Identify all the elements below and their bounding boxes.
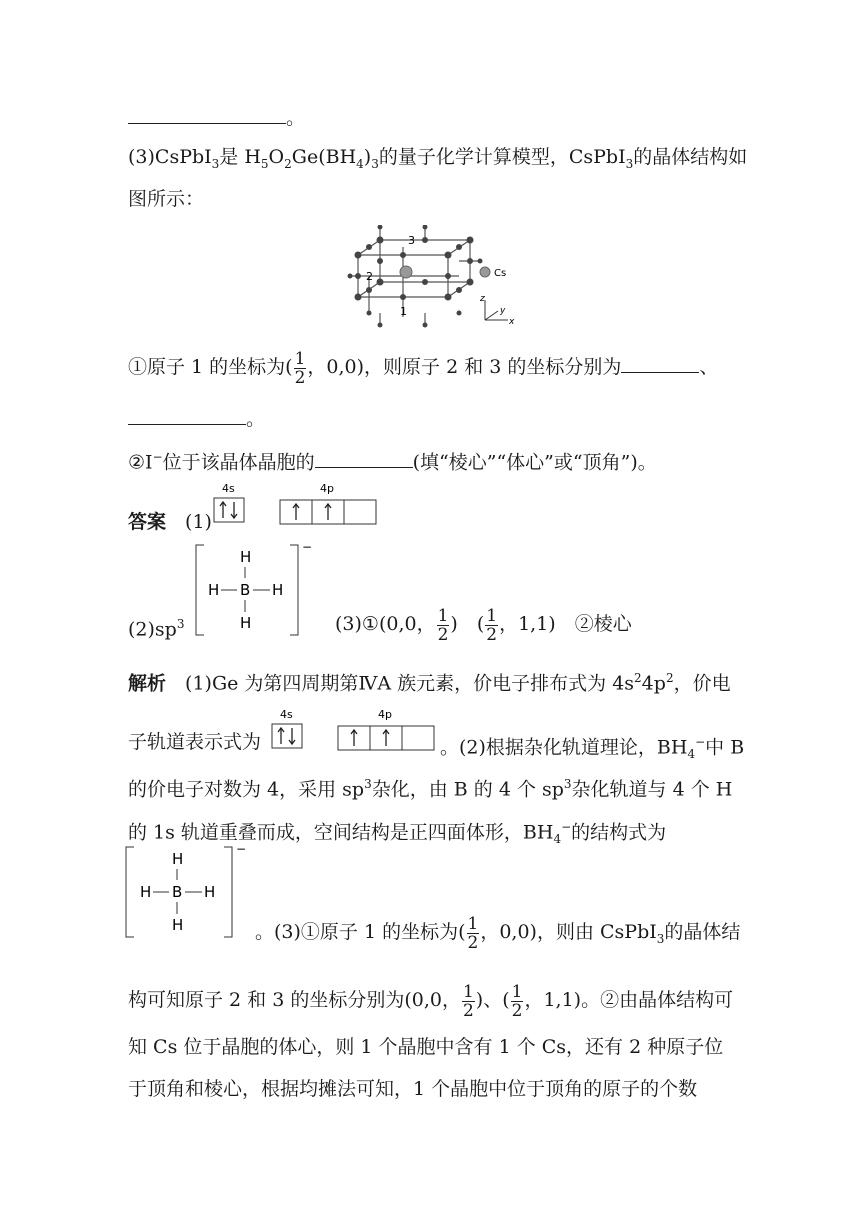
crystal-structure-figure bbox=[340, 225, 530, 330]
sub-question-1-line2: 。 bbox=[128, 404, 265, 433]
analysis-line-6: 构可知原子 2 和 3 的坐标分别为(0,0， $\frac{1}{2}$ )、( $\frac{1}{2}$ ，1,1)。②由晶体结构可 bbox=[128, 981, 734, 1021]
cs-legend-atom bbox=[480, 267, 490, 277]
analysis-line-5: 。(3)①原子 1 的坐标为( $\frac{1}{2}$ ，0,0)，则由 CsPbI$_3$的晶体结 bbox=[255, 913, 741, 953]
bh4-structure-analysis bbox=[120, 842, 255, 942]
svg-text:4p: 4p bbox=[320, 482, 334, 495]
analysis-line-1: 解析 (1)Ge 为第四周期第ⅣA 族元素，价电子排布式为 $4s^24p^2$，价电 bbox=[128, 671, 731, 695]
analysis-line-2b: 。(2)根据杂化轨道理论，$BH_4^-$中 B bbox=[440, 735, 745, 762]
svg-text:H: H bbox=[172, 916, 184, 934]
fraction-half: $\frac{1}{2}$ bbox=[294, 348, 306, 388]
axis-z-label: z bbox=[480, 294, 485, 304]
svg-text:H: H bbox=[240, 548, 252, 566]
svg-text:−: − bbox=[236, 842, 247, 856]
sub-question-2: ②I−位于该晶体晶胞的 (填“棱心”“体心”或“顶角”)。 bbox=[128, 443, 657, 476]
svg-text:H: H bbox=[208, 581, 220, 599]
svg-text:B: B bbox=[240, 581, 251, 599]
answer-blank-atom3[interactable] bbox=[128, 404, 246, 425]
atom-label-3: 3 bbox=[408, 234, 415, 247]
answer-blank-atom2[interactable] bbox=[621, 352, 699, 373]
answer-line-2-coords: (3)①(0,0， $\frac{1}{2}$ ) ( $\frac{1}{2}$ ，1,1) ②棱心 bbox=[335, 605, 632, 645]
svg-text:H: H bbox=[204, 883, 216, 901]
svg-text:H: H bbox=[172, 850, 184, 868]
analysis-line-7: 知 Cs 位于晶胞的体心，则 1 个晶胞中含有 1 个 Cs，还有 2 种原子位 bbox=[128, 1036, 724, 1058]
answer-blank[interactable] bbox=[128, 103, 286, 124]
orbital-diagram-answer bbox=[210, 480, 385, 528]
answer-label: 答案 bbox=[128, 511, 167, 533]
atom-label-2: 2 bbox=[366, 270, 373, 283]
question3-intro: (3)CsPbI$_3$是 $H_5O_2Ge(BH_4)_3$的量子化学计算模型，CsPbI$_3$的晶体结构如 bbox=[128, 146, 748, 171]
svg-text:B: B bbox=[172, 883, 183, 901]
svg-text:4s: 4s bbox=[222, 482, 235, 495]
legend-cs-label: Cs bbox=[494, 268, 507, 279]
analysis-line-3: 的价电子对数为 4，采用 $sp^3$杂化，由 B 的 4 个 $sp^3$杂化轨道与 4 个 H bbox=[128, 777, 733, 801]
answer-line-2: $(2)sp^3$ bbox=[128, 617, 185, 641]
svg-text:H: H bbox=[140, 883, 152, 901]
cs-atom bbox=[400, 266, 412, 278]
svg-text:H: H bbox=[240, 614, 252, 632]
analysis-line-8: 于顶角和棱心，根据均摊法可知，1 个晶胞中位于顶角的原子的个数 bbox=[128, 1078, 698, 1100]
analysis-line-4: 的 1s 轨道重叠而成，空间结构是正四面体形，$BH_4^-$的结构式为 bbox=[128, 820, 667, 847]
atom-label-1: 1 bbox=[400, 305, 407, 318]
axis-x-label: x bbox=[509, 317, 515, 327]
axis-y-label: y bbox=[500, 306, 506, 316]
analysis-line-2a: 子轨道表示式为 bbox=[128, 731, 262, 753]
question3-intro-line2: 图所示： bbox=[128, 188, 205, 210]
answer-line-1: 答案 (1) bbox=[128, 511, 212, 533]
sub-question-1: ①原子 1 的坐标为( $\frac{1}{2}$ ，0,0)，则原子 2 和 3 的坐标分别为 、 bbox=[128, 348, 719, 388]
svg-text:H: H bbox=[272, 581, 284, 599]
svg-text:−: − bbox=[302, 540, 313, 554]
svg-text:4p: 4p bbox=[378, 708, 392, 721]
blank-line-top: 。 bbox=[128, 103, 305, 132]
analysis-label: 解析 bbox=[128, 672, 167, 695]
orbital-diagram-analysis bbox=[268, 706, 443, 754]
bh4-structure-answer bbox=[190, 540, 325, 640]
answer-blank-iodide[interactable] bbox=[315, 447, 413, 468]
svg-text:4s: 4s bbox=[280, 708, 293, 721]
